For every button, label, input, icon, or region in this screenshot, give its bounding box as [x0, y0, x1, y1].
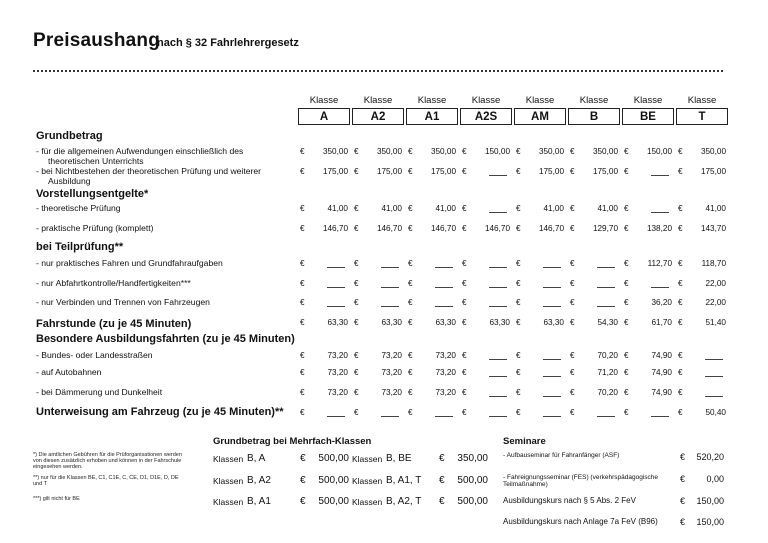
empty-price-line: [435, 410, 453, 417]
euro-sign: €: [462, 224, 467, 233]
empty-price-line: [435, 300, 453, 307]
empty-price-line: [327, 410, 345, 417]
empty-price-line: [489, 281, 507, 288]
euro-sign: €: [516, 279, 521, 288]
row-label: - nur Verbinden und Trennen von Fahrzeugen: [36, 297, 210, 307]
euro-sign: €: [680, 474, 686, 484]
section-unterweisung: Unterweisung am Fahrzeug (zu je 45 Minuten)**: [36, 406, 284, 418]
seminar-price: 150,00: [696, 496, 724, 506]
mehrfach-price: 500,00: [318, 453, 349, 464]
row-label: - Bundes- oder Landesstraßen: [36, 350, 153, 360]
page-title: Preisaushang: [33, 30, 161, 51]
euro-sign: €: [462, 318, 467, 327]
price-value: 175,00: [430, 167, 456, 176]
price-value: 73,20: [435, 351, 456, 360]
euro-sign: €: [462, 259, 467, 268]
euro-sign: €: [678, 224, 683, 233]
euro-sign: €: [300, 318, 305, 327]
section-vorstellungsentgelte: Vorstellungsentgelte*: [36, 188, 149, 200]
price-value: 175,00: [322, 167, 348, 176]
mehrfach-price: 500,00: [318, 475, 349, 486]
euro-sign: €: [624, 147, 629, 156]
euro-sign: €: [354, 318, 359, 327]
price-value: 36,20: [651, 298, 672, 307]
euro-sign: €: [439, 475, 445, 486]
empty-price-line: [327, 300, 345, 307]
mehrfach-classes: B, A: [247, 453, 266, 464]
price-value: 63,30: [381, 318, 402, 327]
euro-sign: €: [462, 147, 467, 156]
empty-price-line: [489, 261, 507, 268]
empty-price-line: [435, 261, 453, 268]
price-value: 146,70: [322, 224, 348, 233]
euro-sign: €: [354, 167, 359, 176]
price-value: 146,70: [484, 224, 510, 233]
seminar-label: - Aufbauseminar für Fahranfänger (ASF): [503, 452, 620, 459]
price-value: 73,20: [381, 351, 402, 360]
euro-sign: €: [516, 167, 521, 176]
price-value: 146,70: [430, 224, 456, 233]
euro-sign: €: [354, 259, 359, 268]
price-value: 73,20: [327, 388, 348, 397]
mehrfach-price: 500,00: [318, 496, 349, 507]
empty-price-line: [705, 353, 723, 360]
price-value: 73,20: [435, 368, 456, 377]
empty-price-line: [489, 169, 507, 176]
empty-price-line: [381, 261, 399, 268]
empty-price-line: [597, 281, 615, 288]
price-value: 150,00: [646, 147, 672, 156]
euro-sign: €: [624, 224, 629, 233]
euro-sign: €: [624, 318, 629, 327]
mehrfach-price: 500,00: [457, 475, 488, 486]
price-value: 41,00: [597, 204, 618, 213]
seminar-price: 520,20: [696, 452, 724, 462]
price-value: 41,00: [327, 204, 348, 213]
empty-price-line: [597, 261, 615, 268]
row-label-cont: Ausbildung: [48, 176, 91, 186]
euro-sign: €: [462, 204, 467, 213]
price-value: 71,20: [597, 368, 618, 377]
section-grundbetrag: Grundbetrag: [36, 130, 103, 142]
footnote-3: ***) gilt nicht für BE: [33, 496, 80, 502]
euro-sign: €: [678, 388, 683, 397]
euro-sign: €: [680, 452, 686, 462]
empty-price-line: [435, 281, 453, 288]
seminar-label: Ausbildungskurs nach Anlage 7a FeV (B96): [503, 517, 658, 526]
klasse-label: Klasse: [363, 95, 393, 106]
euro-sign: €: [354, 224, 359, 233]
euro-sign: €: [462, 368, 467, 377]
euro-sign: €: [624, 204, 629, 213]
seminar-price: 0,00: [706, 474, 724, 484]
euro-sign: €: [462, 167, 467, 176]
empty-price-line: [489, 410, 507, 417]
klasse-label: Klasse: [309, 95, 339, 106]
row-label: - bei Nichtbestehen der theoretischen Prüfung und weiterer: [36, 166, 262, 176]
price-value: 63,30: [543, 318, 564, 327]
euro-sign: €: [462, 351, 467, 360]
euro-sign: €: [462, 298, 467, 307]
price-value: 143,70: [700, 224, 726, 233]
euro-sign: €: [570, 351, 575, 360]
euro-sign: €: [300, 408, 305, 417]
euro-sign: €: [354, 279, 359, 288]
euro-sign: €: [678, 368, 683, 377]
mehrfach-price: 500,00: [457, 496, 488, 507]
euro-sign: €: [408, 351, 413, 360]
seminar-label: Ausbildungskurs nach § 5 Abs. 2 FeV: [503, 496, 636, 505]
empty-price-line: [381, 300, 399, 307]
euro-sign: €: [408, 388, 413, 397]
euro-sign: €: [678, 204, 683, 213]
mehrfach-klassen-label: Klassen: [352, 454, 383, 464]
euro-sign: €: [300, 298, 305, 307]
class-box-a2: A2: [352, 108, 404, 125]
mehrfach-heading: Grundbetrag bei Mehrfach-Klassen: [213, 436, 372, 447]
euro-sign: €: [300, 368, 305, 377]
row-label: - nur praktisches Fahren und Grundfahraufgaben: [36, 258, 223, 268]
euro-sign: €: [408, 279, 413, 288]
section-besondere-ausbildungsfahrten: Besondere Ausbildungsfahrten (zu je 45 Minuten): [36, 333, 295, 345]
euro-sign: €: [624, 298, 629, 307]
euro-sign: €: [354, 351, 359, 360]
mehrfach-klassen-label: Klassen: [352, 497, 383, 507]
price-value: 73,20: [435, 388, 456, 397]
mehrfach-klassen-label: Klassen: [213, 497, 244, 507]
euro-sign: €: [516, 351, 521, 360]
euro-sign: €: [300, 224, 305, 233]
price-value: 22,00: [705, 279, 726, 288]
mehrfach-price: 350,00: [457, 453, 488, 464]
row-label: - praktische Prüfung (komplett): [36, 223, 154, 233]
empty-price-line: [597, 300, 615, 307]
empty-price-line: [381, 410, 399, 417]
euro-sign: €: [570, 368, 575, 377]
euro-sign: €: [570, 388, 575, 397]
euro-sign: €: [570, 204, 575, 213]
price-value: 41,00: [543, 204, 564, 213]
euro-sign: €: [408, 147, 413, 156]
mehrfach-classes: B, A1, T: [386, 475, 422, 486]
euro-sign: €: [300, 204, 305, 213]
section-fahrstunde: Fahrstunde (zu je 45 Minuten): [36, 318, 192, 330]
empty-price-line: [651, 281, 669, 288]
mehrfach-klassen-label: Klassen: [213, 476, 244, 486]
mehrfach-klassen-label: Klassen: [213, 454, 244, 464]
euro-sign: €: [462, 279, 467, 288]
empty-price-line: [705, 390, 723, 397]
empty-price-line: [489, 206, 507, 213]
euro-sign: €: [439, 496, 445, 507]
euro-sign: €: [516, 298, 521, 307]
euro-sign: €: [516, 259, 521, 268]
euro-sign: €: [680, 517, 686, 527]
row-label: - theoretische Prüfung: [36, 203, 121, 213]
class-box-a1: A1: [406, 108, 458, 125]
euro-sign: €: [408, 368, 413, 377]
seminar-label: - Fahreignungsseminar (FES) (verkehrspädagogische Teilmaßnahme): [503, 474, 658, 488]
euro-sign: €: [300, 496, 306, 507]
price-value: 146,70: [376, 224, 402, 233]
price-value: 63,30: [327, 318, 348, 327]
euro-sign: €: [354, 368, 359, 377]
price-value: 350,00: [700, 147, 726, 156]
euro-sign: €: [300, 388, 305, 397]
euro-sign: €: [300, 351, 305, 360]
price-value: 350,00: [592, 147, 618, 156]
class-box-t: T: [676, 108, 728, 125]
euro-sign: €: [300, 453, 306, 464]
price-value: 175,00: [592, 167, 618, 176]
euro-sign: €: [624, 167, 629, 176]
euro-sign: €: [624, 351, 629, 360]
row-label: - nur Abfahrtkontrolle/Handfertigkeiten***: [36, 278, 191, 288]
empty-price-line: [327, 281, 345, 288]
klasse-label: Klasse: [417, 95, 447, 106]
empty-price-line: [705, 370, 723, 377]
euro-sign: €: [300, 167, 305, 176]
class-box-am: AM: [514, 108, 566, 125]
price-value: 350,00: [430, 147, 456, 156]
price-value: 63,30: [435, 318, 456, 327]
price-value: 350,00: [376, 147, 402, 156]
euro-sign: €: [570, 224, 575, 233]
section-teilpruefung: bei Teilprüfung**: [36, 241, 124, 253]
euro-sign: €: [678, 279, 683, 288]
euro-sign: €: [408, 298, 413, 307]
empty-price-line: [489, 300, 507, 307]
euro-sign: €: [354, 388, 359, 397]
row-label-cont: theoretischen Unterrichts: [48, 156, 144, 166]
euro-sign: €: [570, 408, 575, 417]
dotted-divider: [33, 70, 723, 72]
euro-sign: €: [570, 259, 575, 268]
class-box-a: A: [298, 108, 350, 125]
price-value: 73,20: [327, 351, 348, 360]
mehrfach-classes: B, BE: [386, 453, 412, 464]
page-subtitle: nach § 32 Fahrlehrergesetz: [157, 37, 299, 49]
euro-sign: €: [678, 318, 683, 327]
euro-sign: €: [678, 351, 683, 360]
euro-sign: €: [408, 204, 413, 213]
empty-price-line: [543, 370, 561, 377]
empty-price-line: [651, 169, 669, 176]
euro-sign: €: [408, 167, 413, 176]
euro-sign: €: [678, 167, 683, 176]
price-value: 118,70: [701, 259, 726, 268]
empty-price-line: [543, 261, 561, 268]
empty-price-line: [543, 300, 561, 307]
class-box-b: B: [568, 108, 620, 125]
price-value: 73,20: [327, 368, 348, 377]
price-value: 74,90: [651, 351, 672, 360]
mehrfach-classes: B, A2, T: [386, 496, 422, 507]
mehrfach-classes: B, A2: [247, 475, 271, 486]
euro-sign: €: [678, 259, 683, 268]
empty-price-line: [543, 281, 561, 288]
row-label: - auf Autobahnen: [36, 367, 102, 377]
empty-price-line: [651, 206, 669, 213]
euro-sign: €: [462, 408, 467, 417]
class-box-be: BE: [622, 108, 674, 125]
price-value: 41,00: [435, 204, 456, 213]
price-value: 63,30: [489, 318, 510, 327]
empty-price-line: [597, 410, 615, 417]
empty-price-line: [489, 370, 507, 377]
price-value: 70,20: [597, 351, 618, 360]
price-value: 73,20: [381, 388, 402, 397]
euro-sign: €: [678, 408, 683, 417]
price-value: 138,20: [646, 224, 672, 233]
euro-sign: €: [624, 259, 629, 268]
euro-sign: €: [570, 298, 575, 307]
empty-price-line: [543, 410, 561, 417]
price-value: 54,30: [597, 318, 618, 327]
price-value: 175,00: [700, 167, 726, 176]
mehrfach-classes: B, A1: [247, 496, 271, 507]
euro-sign: €: [354, 298, 359, 307]
seminar-price: 150,00: [696, 517, 724, 527]
empty-price-line: [651, 410, 669, 417]
euro-sign: €: [624, 279, 629, 288]
footnote-1: *) Die amtlichen Gebühren für die Prüforganisationen werden von diesen zusätzlich erhoben und können in der Fahrschule eingesehen werden.: [33, 452, 182, 470]
euro-sign: €: [408, 408, 413, 417]
euro-sign: €: [462, 388, 467, 397]
price-value: 41,00: [705, 204, 726, 213]
euro-sign: €: [516, 318, 521, 327]
price-value: 175,00: [538, 167, 564, 176]
euro-sign: €: [300, 475, 306, 486]
price-value: 74,90: [651, 368, 672, 377]
price-value: 51,40: [705, 318, 726, 327]
euro-sign: €: [300, 147, 305, 156]
empty-price-line: [381, 281, 399, 288]
klasse-label: Klasse: [579, 95, 609, 106]
euro-sign: €: [354, 204, 359, 213]
euro-sign: €: [516, 388, 521, 397]
euro-sign: €: [516, 147, 521, 156]
euro-sign: €: [678, 147, 683, 156]
euro-sign: €: [408, 318, 413, 327]
euro-sign: €: [408, 259, 413, 268]
euro-sign: €: [516, 204, 521, 213]
euro-sign: €: [408, 224, 413, 233]
empty-price-line: [489, 353, 507, 360]
price-value: 112,70: [647, 259, 672, 268]
price-value: 74,90: [651, 388, 672, 397]
klasse-label: Klasse: [687, 95, 717, 106]
empty-price-line: [489, 390, 507, 397]
euro-sign: €: [680, 496, 686, 506]
empty-price-line: [543, 353, 561, 360]
class-box-a2s: A2S: [460, 108, 512, 125]
row-label: - bei Dämmerung und Dunkelheit: [36, 387, 163, 397]
klasse-label: Klasse: [471, 95, 501, 106]
euro-sign: €: [678, 298, 683, 307]
price-value: 350,00: [322, 147, 348, 156]
price-value: 61,70: [651, 318, 672, 327]
footnote-2: **) nur für die Klassen BE, C1, C1E, C, CE, D1, D1E, D, DE und T: [33, 475, 179, 487]
euro-sign: €: [624, 408, 629, 417]
euro-sign: €: [516, 408, 521, 417]
klasse-label: Klasse: [525, 95, 555, 106]
price-value: 22,00: [705, 298, 726, 307]
row-label: - für die allgemeinen Aufwendungen einschließlich des: [36, 146, 244, 156]
price-value: 41,00: [381, 204, 402, 213]
euro-sign: €: [624, 368, 629, 377]
euro-sign: €: [300, 279, 305, 288]
euro-sign: €: [354, 408, 359, 417]
euro-sign: €: [300, 259, 305, 268]
empty-price-line: [327, 261, 345, 268]
price-value: 129,70: [592, 224, 618, 233]
seminare-heading: Seminare: [503, 436, 546, 447]
euro-sign: €: [570, 279, 575, 288]
euro-sign: €: [570, 147, 575, 156]
price-value: 70,20: [597, 388, 618, 397]
price-value: 73,20: [381, 368, 402, 377]
euro-sign: €: [624, 388, 629, 397]
klasse-label: Klasse: [633, 95, 663, 106]
empty-price-line: [543, 390, 561, 397]
euro-sign: €: [516, 368, 521, 377]
euro-sign: €: [570, 167, 575, 176]
price-value: 146,70: [538, 224, 564, 233]
price-value: 175,00: [376, 167, 402, 176]
price-value: 50,40: [705, 408, 726, 417]
euro-sign: €: [439, 453, 445, 464]
price-value: 350,00: [538, 147, 564, 156]
euro-sign: €: [570, 318, 575, 327]
price-value: 150,00: [484, 147, 510, 156]
euro-sign: €: [516, 224, 521, 233]
euro-sign: €: [354, 147, 359, 156]
mehrfach-klassen-label: Klassen: [352, 476, 383, 486]
